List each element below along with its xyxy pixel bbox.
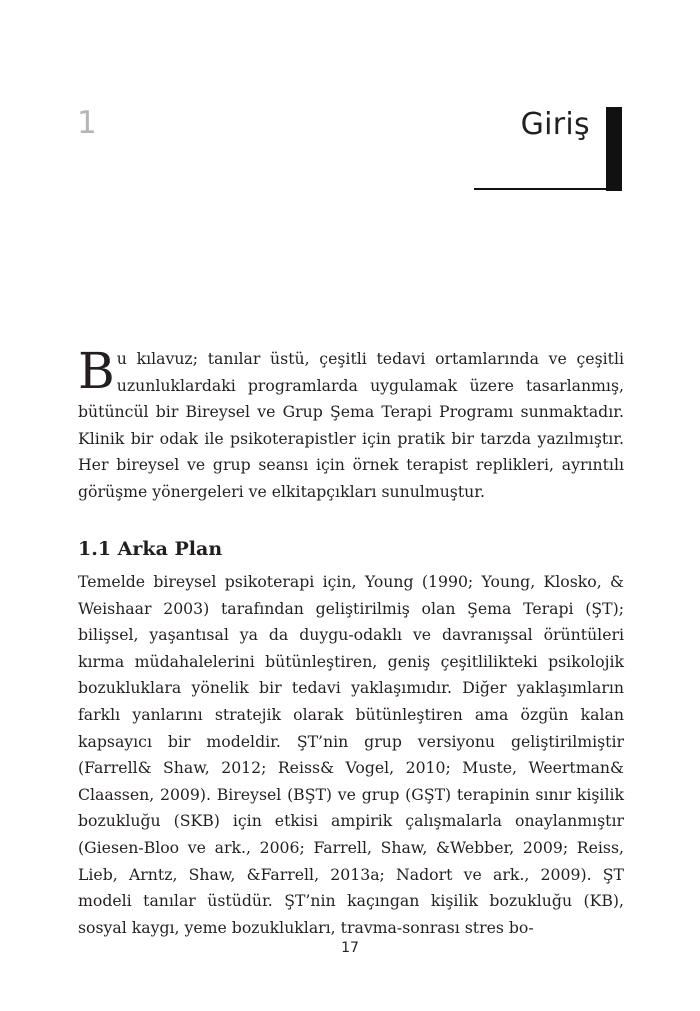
chapter-number: 1: [77, 105, 97, 141]
intro-text: u kılavuz; tanılar üstü, çeşitli tedavi ortamlarında ve çeşitli uzunluklardaki programlarda uygulamak üzere tasarlanmış, bütüncül bir Bireysel ve Grup Şema Terapi Programı sunmaktadır. Klinik bir odak ile psikoterapistler için pratik bir tarzda yazılmıştır. Her bireysel ve grup seansı için örnek terapist replikleri, ayrıntılı görüşme yönergeleri ve elkitapçıkları sunulmuştur.: [78, 349, 624, 501]
page-number: 17: [341, 940, 359, 956]
intro-paragraph: [78, 342, 624, 506]
section-paragraph: Temelde bireysel psikoterapi için, Young (1990; Young, Klosko, & Weishaar 2003) tarafından geliştirilmiş olan Şema Terapi (ŞT); bilişsel, yaşantısal ya da duygu-odaklı ve davranışsal örüntüleri kırma müdahalelerini bütünleştiren, geniş çeşitlilikteki psikolojik bozukluklara yönelik bir tedavi yaklaşımıdır. Diğer yaklaşımların farklı yanlarını stratejik olarak bütünleştiren ama özgün kalan kapsayıcı bir modeldir. ŞT’nin grup versiyonu geliştirilmiştir (Farrell& Shaw, 2012; Reiss& Vogel, 2010; Muste, Weertman& Claassen, 2009). Bireysel (BŞT) ve grup (GŞT) terapinin sınır kişilik bozukluğu (SKB) için etkisi ampirik çalışmalarla onaylanmıştır (Giesen-Bloo ve ark., 2006; Farrell, Shaw, &Webber, 2009; Reiss, Lieb, Arntz, Shaw, &Farrell, 2013a; Nadort ve ark., 2009). ŞT modeli tanılar üstüdür. ŞT’nin kaçıngan kişilik bozukluğu (KB), sosyal kaygı, yeme bozuklukları, travma-sonrası stres bo-: [78, 572, 624, 937]
chapter-title-rule: [474, 188, 608, 190]
drop-cap: B: [78, 342, 115, 400]
section-heading: 1.1 Arka Plan: [78, 538, 223, 560]
chapter-marker-bar: [606, 107, 622, 191]
chapter-title: Giriş: [520, 107, 590, 142]
